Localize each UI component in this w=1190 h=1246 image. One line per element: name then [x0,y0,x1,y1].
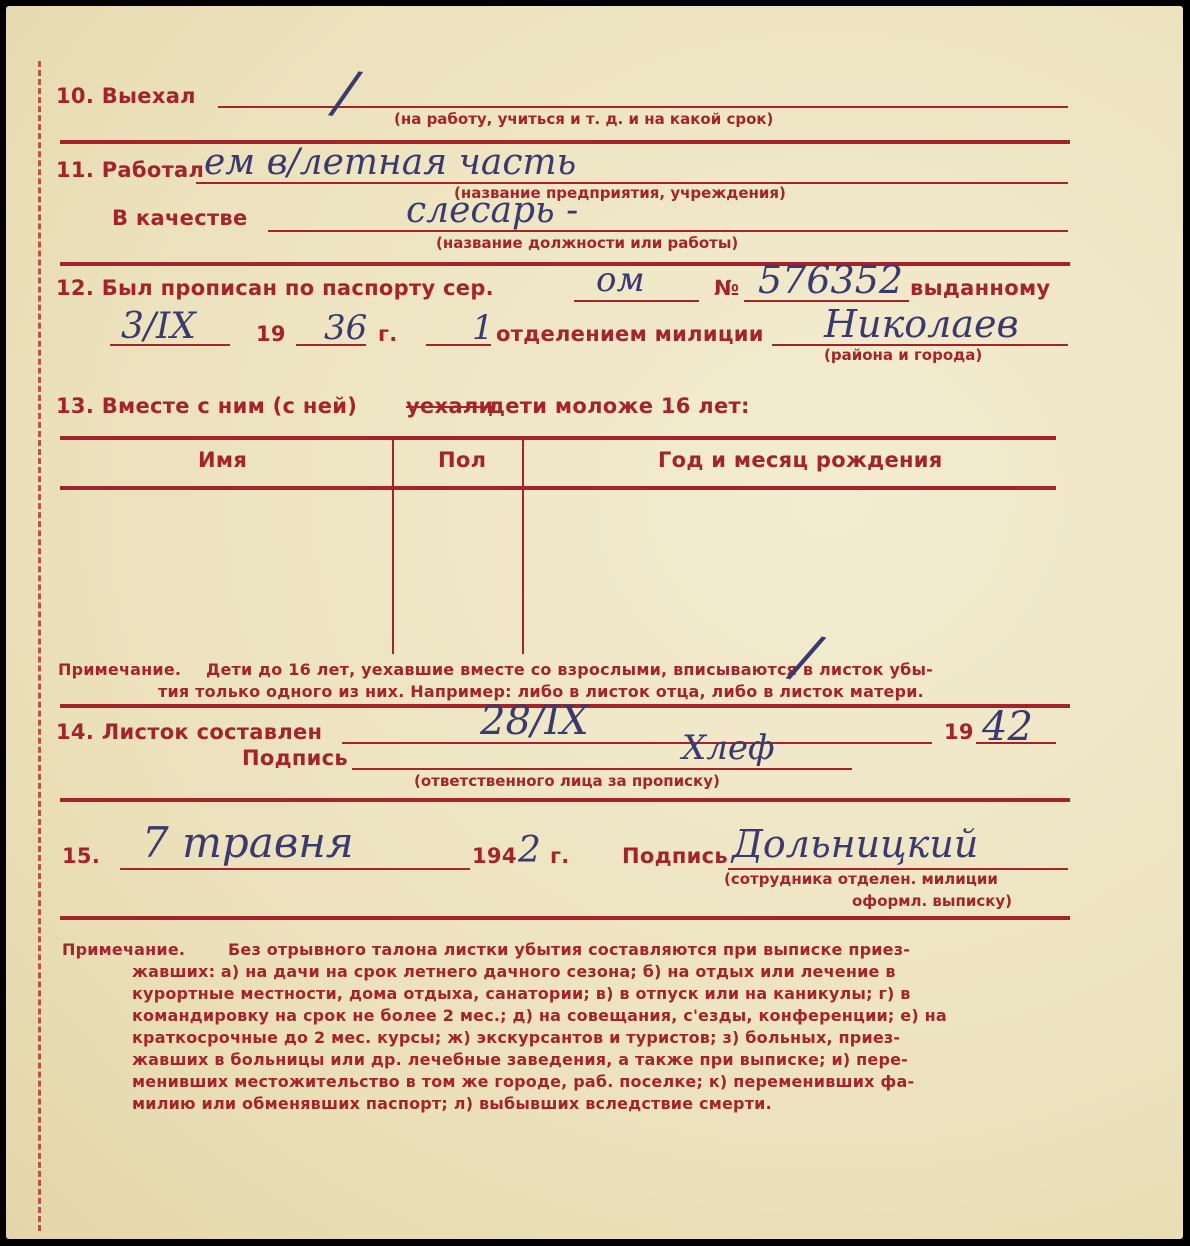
city-value: Николаев [824,302,1019,346]
passport-number: 576352 [758,258,904,302]
field-10-label: 10. Выехал [56,84,196,108]
year-line [976,742,1056,744]
perforation-edge [38,61,41,1231]
field-13-label-b: дети моложе 16 лет: [488,394,750,418]
col-name: Имя [198,448,248,472]
divider [60,262,1070,266]
field-15-caption-2: оформл. выписку) [852,892,1013,910]
note-2-line-1: Без отрывного талона листки убытия составляются при выписке приез- [228,940,911,959]
note-2-line-2: жавших: а) на дачи на срок летнего дачного сезона; б) на отдых или лечение в [132,962,896,981]
field-15-date: 7 травня [142,818,354,867]
table-divider-1 [392,440,394,654]
field-15-g: г. [550,844,570,868]
field-14-line [342,742,932,744]
number-label: № [714,276,740,300]
year-suffix: 36 [324,308,368,348]
note-2-line-5: краткосрочные до 2 мес. курсы; ж) экскурсантов и туристов; з) больных, приез- [132,1028,901,1047]
field-14-sig-line [352,768,852,770]
document-sheet [6,6,1183,1239]
issued-label: выданному [910,276,1051,300]
note-2-line-4: командировку на срок не более 2 мес.; д) на совещания, с'езды, конференции; е) на [132,1006,947,1025]
note-1-line-1: Дети до 16 лет, уехавшие вместе со взрослыми, вписываются в листок убы- [206,660,934,679]
field-15-year-prefix: 194 [472,844,517,868]
note-2-title: Примечание. [62,940,186,959]
field-11-role-label: В качестве [112,206,248,230]
field-14-signature: Хлеф [682,728,775,768]
dept-label: отделением милиции [496,322,764,346]
field-14-label: 14. Листок составлен [56,720,323,744]
field-15-line [120,868,470,870]
field-10-value: / [331,56,361,128]
dept-number: 1 [472,308,494,348]
note-2-line-7: менивших местожительство в том же городе, раб. поселке; к) переменивших фа- [132,1072,915,1091]
field-15-sig-label: Подпись [622,844,729,868]
table-top [60,436,1056,440]
col-sex: Пол [438,448,487,472]
pen-stroke: / [787,620,825,694]
field-11-role-value: слесарь - [406,190,579,231]
field-11-caption: (название предприятия, учреждения) [454,184,786,202]
note-2-line-8: милию или обменявших паспорт; л) выбывших вследствие смерти. [132,1094,772,1113]
field-11-role-caption: (название должности или работы) [436,234,739,252]
field-14-year-prefix: 19 [944,720,974,744]
note-1-title: Примечание. [58,660,182,679]
field-12-label: 12. Был прописан по паспорту сер. [56,276,494,300]
note-2-line-3: курортные местности, дома отдыха, санатории; в) в отпуск или на каникулы; г) в [132,984,911,1003]
field-11-label: 11. Работал [56,158,205,182]
field-11-value: ем в/летная часть [204,142,577,183]
field-13-label-a: 13. Вместе с ним (с ней) [56,394,358,418]
field-14-caption: (ответственного лица за прописку) [414,772,720,790]
field-14-sig-label: Подпись [242,746,349,770]
divider [60,916,1070,920]
field-14-date: 28/IX [480,698,589,744]
year-g: г. [378,322,398,346]
field-15-year-suffix: 2 [518,830,541,871]
divider [60,798,1070,802]
passport-series: ом [596,260,645,300]
col-birth: Год и месяц рождения [658,448,943,472]
date-line [110,344,230,346]
table-divider-2 [522,440,524,654]
table-header-bottom [60,486,1056,490]
field-13-struck: уехали [406,394,494,418]
passport-date: 3/IX [121,306,196,347]
field-10-caption: (на работу, учиться и т. д. и на какой срок) [394,110,774,128]
field-15-caption-1: (сотрудника отделен. милиции [724,870,998,888]
field-15-signature: Дольницкий [732,822,979,866]
series-line [574,300,699,302]
field-14-year: 42 [982,704,1033,750]
dept-line [426,344,491,346]
field-11-role-line [268,230,1068,232]
year-line [296,344,366,346]
field-15-label: 15. [62,844,101,868]
year-prefix: 19 [256,322,286,346]
note-1-line-2: тия только одного из них. Например: либо в листок отца, либо в листок матери. [158,682,924,701]
city-caption: (района и города) [824,346,983,364]
note-2-line-6: жавших в больницы или др. лечебные заведения, а также при выписке; и) пере- [132,1050,908,1069]
